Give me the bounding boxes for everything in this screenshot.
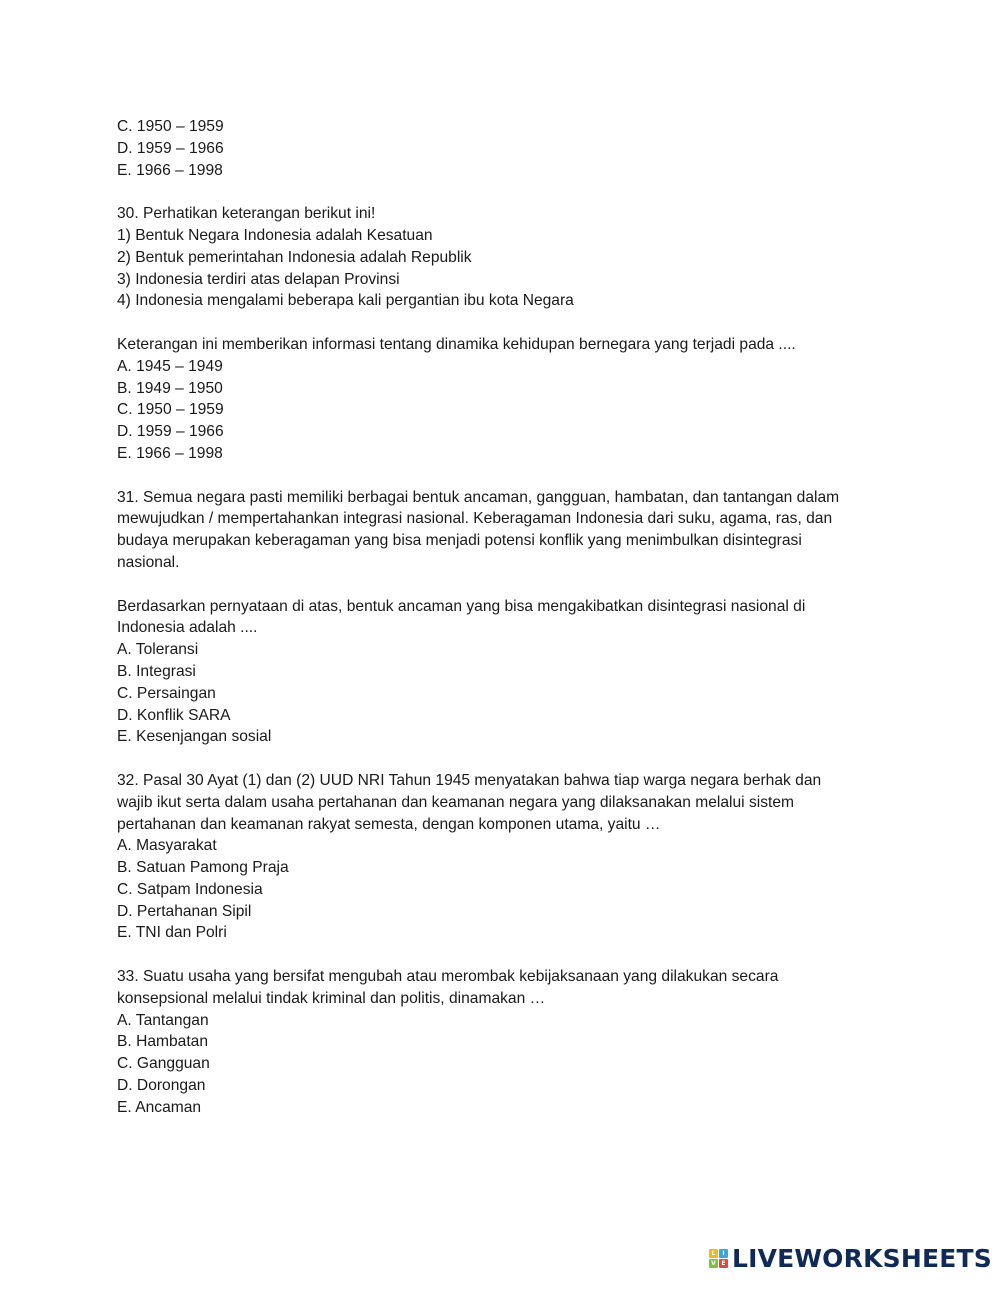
answer-option[interactable]: A. Masyarakat	[117, 837, 217, 855]
spacer	[117, 574, 897, 596]
answer-option[interactable]: C. Satpam Indonesia	[117, 880, 263, 898]
answer-option[interactable]: E. Ancaman	[117, 1098, 202, 1116]
question-33	[117, 966, 897, 1119]
question-text: mewujudkan / mempertahankan integrasi nasional. Keberagaman Indonesia dari suku, agama, ras, dan	[117, 510, 833, 528]
question-text: pertahanan dan keamanan rakyat semesta, dengan komponen utama, yaitu …	[117, 815, 661, 833]
answer-option[interactable]: E. 1966 – 1998	[117, 444, 223, 462]
answer-option[interactable]: B. Integrasi	[117, 662, 196, 680]
question-text: Keterangan ini memberikan informasi tentang dinamika kehidupan bernegara yang terjadi pada ....	[117, 335, 796, 353]
answer-option[interactable]: E. TNI dan Polri	[117, 924, 227, 942]
spacer	[117, 465, 897, 487]
statement-item: 2) Bentuk pemerintahan Indonesia adalah Republik	[117, 248, 472, 266]
answer-option[interactable]: A. 1945 – 1949	[117, 357, 223, 375]
question-32	[117, 770, 897, 944]
logo-tile: V	[709, 1259, 718, 1268]
answer-option[interactable]: B. Hambatan	[117, 1033, 209, 1051]
statement-item: 3) Indonesia terdiri atas delapan Provinsi	[117, 270, 400, 288]
answer-option[interactable]: D. 1959 – 1966	[117, 139, 224, 157]
question-text: budaya merupakan keberagaman yang bisa menjadi potensi konflik yang menimbulkan disintegrasi	[117, 532, 802, 550]
logo-tiles-icon	[709, 1249, 728, 1268]
spacer	[117, 748, 897, 770]
logo-tile: E	[719, 1259, 728, 1268]
question-text: Berdasarkan pernyataan di atas, bentuk ancaman yang bisa mengakibatkan disintegrasi nasional di	[117, 597, 806, 615]
question-text: 31. Semua negara pasti memiliki berbagai bentuk ancaman, gangguan, hambatan, dan tantangan dalam	[117, 488, 840, 506]
answer-option[interactable]: C. 1950 – 1959	[117, 401, 224, 419]
answer-option[interactable]: C. Gangguan	[117, 1055, 210, 1073]
answer-option[interactable]: D. Konflik SARA	[117, 706, 231, 724]
answer-option[interactable]: D. Pertahanan Sipil	[117, 902, 252, 920]
answer-option[interactable]: C. 1950 – 1959	[117, 118, 224, 135]
question-29-options	[117, 116, 897, 181]
question-text: Indonesia adalah ....	[117, 619, 258, 637]
answer-option[interactable]: D. 1959 – 1966	[117, 423, 224, 441]
question-31	[117, 487, 897, 749]
question-text: nasional.	[117, 553, 180, 571]
answer-option[interactable]: E. Kesenjangan sosial	[117, 728, 272, 746]
answer-option[interactable]: E. 1966 – 1998	[117, 161, 223, 179]
logo-tile: I	[719, 1249, 728, 1258]
statement-item: 4) Indonesia mengalami beberapa kali pergantian ibu kota Negara	[117, 292, 574, 310]
worksheet-page	[117, 116, 897, 1119]
spacer	[117, 181, 897, 203]
answer-option[interactable]: A. Toleransi	[117, 641, 199, 659]
answer-option[interactable]: A. Tantangan	[117, 1011, 209, 1029]
logo-text: LIVEWORKSHEETS	[731, 1244, 992, 1273]
statement-item: 1) Bentuk Negara Indonesia adalah Kesatuan	[117, 226, 433, 244]
question-text: 32. Pasal 30 Ayat (1) dan (2) UUD NRI Tahun 1945 menyatakan bahwa tiap warga negara berhak dan	[117, 771, 822, 789]
question-text: 33. Suatu usaha yang bersifat mengubah atau merombak kebijaksanaan yang dilakukan secara	[117, 968, 779, 986]
question-text: wajib ikut serta dalam usaha pertahanan dan keamanan negara yang dilaksanakan melalui sistem	[117, 793, 795, 811]
liveworksheets-logo	[709, 1244, 992, 1273]
question-30	[117, 203, 897, 465]
answer-option[interactable]: B. Satuan Pamong Praja	[117, 859, 289, 877]
question-intro: 30. Perhatikan keterangan berikut ini!	[117, 205, 376, 223]
answer-option[interactable]: D. Dorongan	[117, 1077, 206, 1095]
logo-tile: L	[709, 1249, 718, 1258]
spacer	[117, 312, 897, 334]
question-text: konsepsional melalui tindak kriminal dan politis, dinamakan …	[117, 989, 546, 1007]
spacer	[117, 944, 897, 966]
answer-option[interactable]: C. Persaingan	[117, 684, 216, 702]
answer-option[interactable]: B. 1949 – 1950	[117, 379, 223, 397]
